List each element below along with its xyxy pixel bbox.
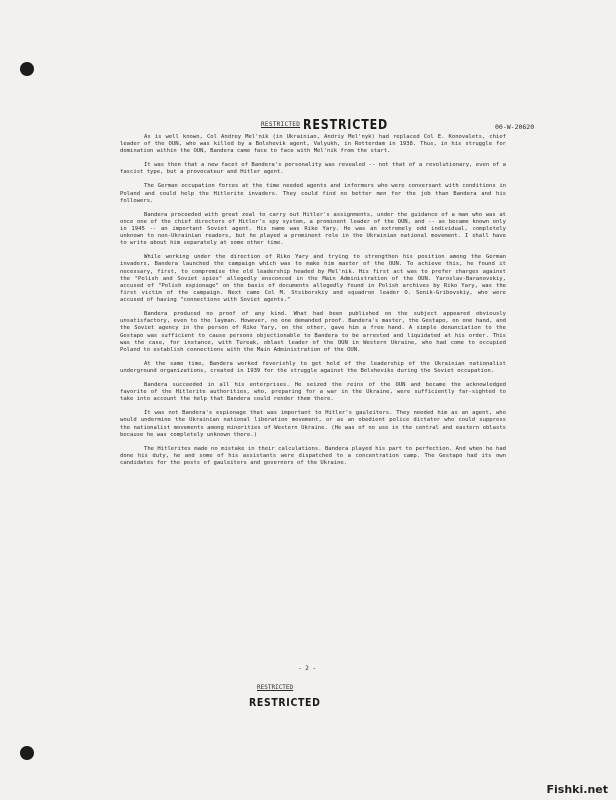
paragraph: At the same time, Bandera worked feverishly to get hold of the leadership of the Ukrainian nationalist underground organizations, created in 1939 for the struggle against the Bolsheviks during the Soviet occupation. xyxy=(120,360,506,374)
paragraph: While working under the direction of Riko Yary and trying to strengthen his position among the German invaders, Bandera launched the campaign which was to make him master of the OUN. To achieve this, he found it necessary, first, to compromise the old leadership headed by Mel'nik. His first act was to prefer charges against the "Polish and Soviet spies" allegedly ensconced in the Main Administration of the OUN. Yaroslav-Baranovskiy, accused of "Polish espionage" on the basis of documents allegedly found in Polish archives by Riko Yary, was the first victim of the campaign. Next came Col M. Stsiborskiy and squadron leader O. Senik-Gribovskiy, who were accused of having "connections with Soviet agents." xyxy=(120,254,506,304)
header-stamp-small: RESTRICTED xyxy=(261,121,301,128)
paragraph: Bandera proceeded with great zeal to carry out Hitler's assignments, under the guidance of a man who was at once one of the chief directors of Hitler's spy system, a prominent leader of the OUN, and -- as became known only in 1945 -- an important Soviet agent. His name was Riko Yary. He was an extremely odd individual, completely unknown to non-Ukrainian readers, but he played a prominent role in the Ukrainian national movement. I shall have to write about him separately at some other time. xyxy=(120,211,506,247)
footer-stamp-big: RESTRICTED xyxy=(249,696,321,709)
paragraph: The German occupation forces at the time needed agents and informers who were conversant with conditions in Poland and could help the Hitlerite invaders. They could find no better men for the job than Bandera and his followers. xyxy=(120,183,506,204)
page-number: - 2 - xyxy=(298,665,317,672)
paragraph: Bandera produced no proof of any kind. What had been published on the subject appeared obviously unsatisfactory, even to the layman. However, no one demanded proof. Bandera's master, the Gestapo, on one hand, and the Soviet agency in the person of Riko Yary, on the other, gave him a free hand. A simple denunciation to the Gestapo was sufficient to cause persons objectionable to Bandera to be arrested and liquidated at his order. This was the case, for instance, with Tureak, oblast leader of the OUN in Western Ukraine, who had come to occupied Poland to establish connections with the Main Administration of the OUN. xyxy=(120,311,506,353)
punch-hole-bottom xyxy=(20,746,34,760)
paragraph: It was then that a new facet of Bandera's personality was revealed -- not that of a revolutionary, even of a fascist type, but a provocateur and Hitler agent. xyxy=(120,162,506,176)
watermark: Fishki.net xyxy=(546,783,608,796)
body-text xyxy=(120,134,506,474)
document-number: 00-W-20620 xyxy=(495,123,535,131)
footer-stamp-small: RESTRICTED xyxy=(257,684,294,691)
paragraph: It was not Bandera's espionage that was important to Hitler's gauleiters. They needed him as an agent, who would undermine the Ukrainian national liberation movement, or as an obedient police dictator who could suppress the nationalist movements among minorities of Western Ukraine. (He was of no use in the central and eastern oblasts because he was completely unknown there.) xyxy=(120,410,506,438)
paragraph: The Hitlerites made no mistake in their calculations. Bandera played his part to perfection. And when he had done his duty, he and some of his assistants were dispatched to a concentration camp. The Gestapo had its own candidates for the posts of gauleiters and governors of the Ukraine. xyxy=(120,445,506,466)
header-stamp-big: RESTRICTED xyxy=(303,118,389,133)
paragraph: Bandera succeeded in all his enterprises. He seized the reins of the OUN and became the acknowledged favorite of the Hitlerite authorities, who, preparing for a war in the Ukraine, were sufficiently far-sighted to take into account the help that Bandera could render them there. xyxy=(120,381,506,403)
punch-hole-top xyxy=(20,62,34,76)
paragraph: As is well known, Col Andrey Mel'nik (in Ukrainian, Andriy Mel'nyk) had replaced Col E. Konovalets, chief leader of the OUN, who was killed by a Bolshevik agent, Valyukh, in Rotterdam in 1938. Thus, in his struggle for domination within the OUN, Bandera came face to face with Mel'nik from the start. xyxy=(120,134,506,155)
